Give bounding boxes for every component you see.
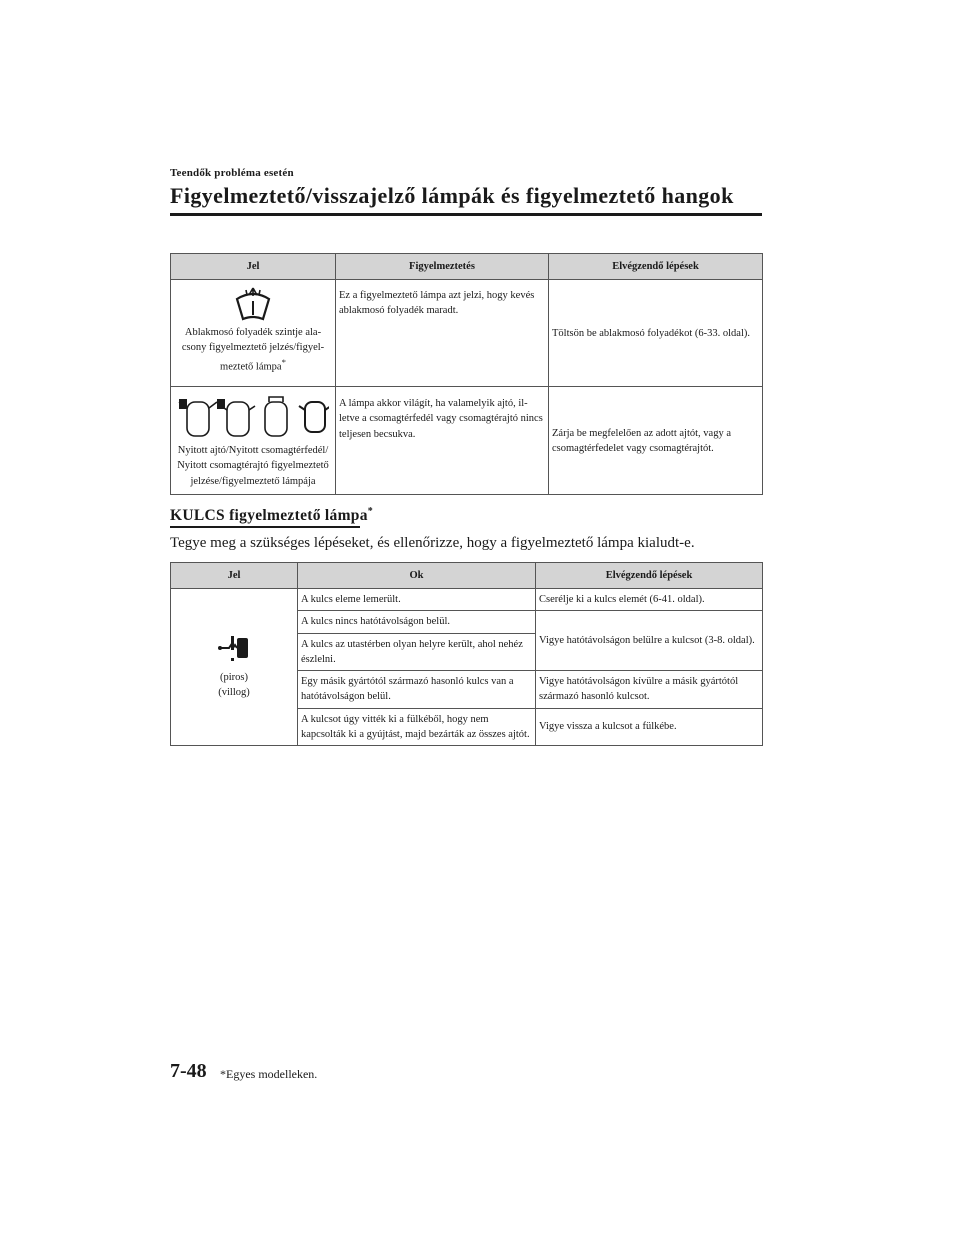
- key-section-intro: Tegye meg a szükséges lépéseket, és ellenőrizze, hogy a figyelmeztető lámpa kialudt-e.: [170, 535, 695, 551]
- cause-cell: Egy másik gyártótól származó hasonló kulcs van a hatótávolságon belül.: [298, 671, 536, 708]
- column-header: Elvégzendő lépések: [536, 563, 763, 589]
- asterisk-mark: *: [281, 356, 286, 367]
- column-header: Figyelmeztetés: [336, 254, 549, 280]
- cause-cell: A kulcs eleme lemerült.: [298, 589, 536, 611]
- action-cell: Zárja be megfelelően az adott ajtót, vagy a csomagtérfedelet vagy csomagtérajtót.: [549, 387, 763, 495]
- key-warning-icon: [217, 634, 251, 664]
- warning-lights-table: [170, 253, 763, 495]
- key-section-heading: KULCS figyelmeztető lámpa*: [170, 506, 374, 525]
- symbol-cell: [171, 589, 298, 746]
- symbol-state-label: (villog): [218, 687, 250, 699]
- cause-cell: A kulcs az utastérben olyan helyre került, ahol nehéz észlelni.: [298, 633, 536, 670]
- symbol-label: Nyitott ajtó/Nyitott csomagtérfedél/ Nyitott csomagtérajtó figyelmeztető jelzése/figyelmeztető lámpája: [177, 445, 329, 487]
- key-warning-table: [170, 562, 763, 746]
- warning-cell: A lámpa akkor világít, ha valamelyik ajtó, il-letve a csomagtérfedél vagy csomagtérajtó nincs teljesen becsukva.: [336, 387, 549, 495]
- table-header-row: [171, 254, 763, 280]
- cause-cell: A kulcsot úgy vitték ki a fülkéből, hogy nem kapcsolták ki a gyújtást, majd bezárták az összes ajtót.: [298, 708, 536, 745]
- column-header: Jel: [171, 254, 336, 280]
- page-title: Figyelmeztető/visszajelző lámpák és figyelmeztető hangok: [170, 183, 734, 208]
- action-cell: Vigye hatótávolságon belülre a kulcsot (3-8. oldal).: [536, 611, 763, 671]
- door-open-icon: [177, 396, 329, 440]
- column-header: Jel: [171, 563, 298, 589]
- symbol-cell: [171, 387, 336, 495]
- symbol-cell: [171, 280, 336, 387]
- table-row: [171, 387, 763, 495]
- cause-cell: A kulcs nincs hatótávolságon belül.: [298, 611, 536, 633]
- action-cell: Vigye vissza a kulcsot a fülkébe.: [536, 708, 763, 745]
- table-header-row: [171, 563, 763, 589]
- action-cell: Cserélje ki a kulcs elemét (6-41. oldal).: [536, 589, 763, 611]
- subheading-underline: [170, 526, 360, 528]
- table-row: [171, 280, 763, 387]
- column-header: Ok: [298, 563, 536, 589]
- column-header: Elvégzendő lépések: [549, 254, 763, 280]
- table-row: [171, 589, 763, 611]
- footnote: *Egyes modelleken.: [220, 1067, 318, 1081]
- section-label: Teendők probléma esetén: [170, 167, 294, 179]
- page-number: 7-48: [170, 1060, 207, 1082]
- action-cell: Töltsön be ablakmosó folyadékot (6-33. oldal).: [549, 280, 763, 387]
- symbol-label: Ablakmosó folyadék szintje ala-csony figyelmeztető jelzés/figyel-meztető lámpa: [181, 327, 325, 373]
- warning-cell: Ez a figyelmeztető lámpa azt jelzi, hogy kevés ablakmosó folyadék maradt.: [336, 280, 549, 387]
- washer-fluid-icon: [233, 285, 273, 323]
- asterisk-mark: *: [367, 506, 374, 517]
- title-divider: [170, 213, 762, 216]
- action-cell: Vigye hatótávolságon kívülre a másik gyártótól származó hasonló kulcsot.: [536, 671, 763, 708]
- symbol-color-label: (piros): [220, 671, 248, 683]
